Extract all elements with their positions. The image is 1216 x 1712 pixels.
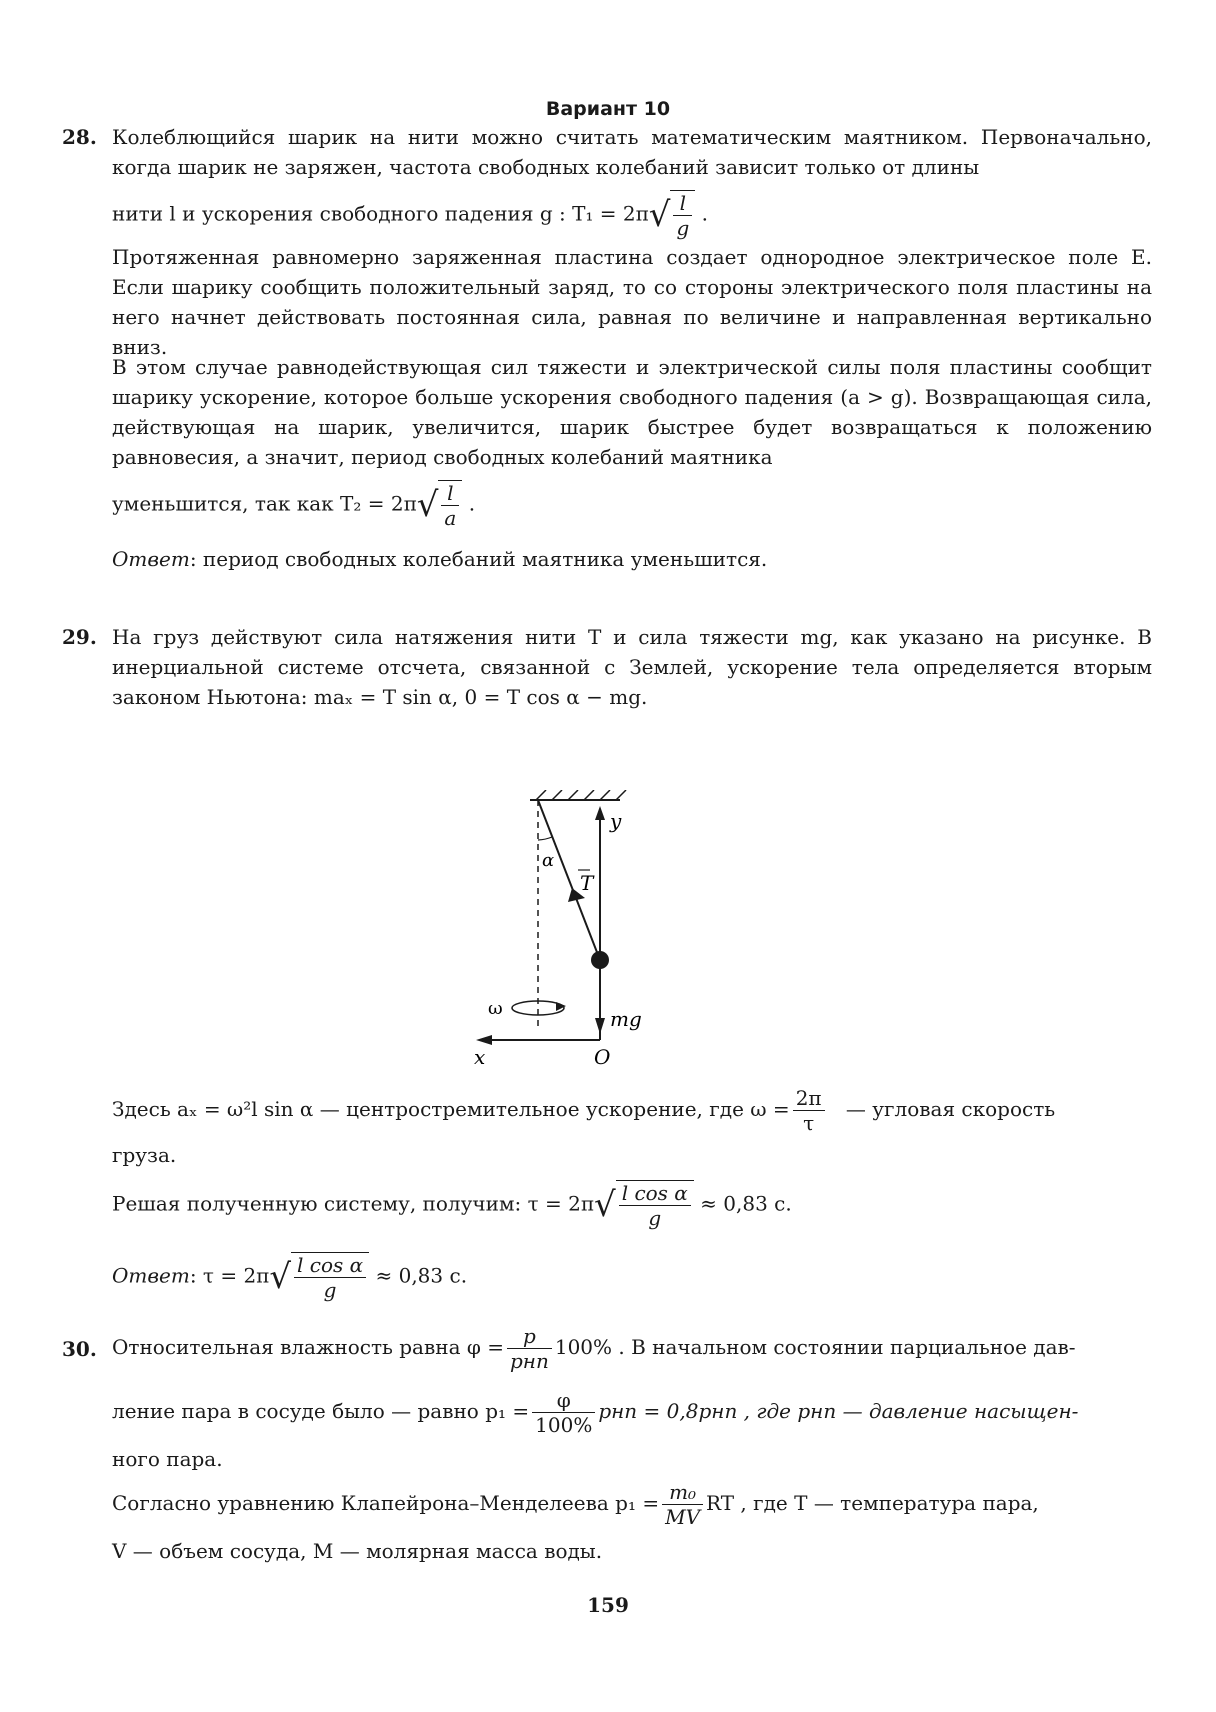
label-x: x <box>474 1045 486 1069</box>
label-omega: ω <box>488 998 503 1019</box>
frac-num: p <box>507 1324 552 1349</box>
page-number: 159 <box>587 1593 629 1617</box>
gravity-arrowhead <box>595 1018 605 1034</box>
frac-den: MV <box>665 1505 701 1529</box>
frac-num: φ <box>532 1388 595 1413</box>
frac-den: pнп <box>509 1349 549 1373</box>
frac-num: l <box>441 481 459 506</box>
label-mg: mg <box>610 1007 642 1031</box>
l2-intro: ление пара в сосуде было — равно p₁ = <box>112 1399 530 1423</box>
l1-tail: 100% . В начальном состоянии парциальное дав- <box>554 1335 1076 1359</box>
problem-30-line-5: V — объем сосуда, M — молярная масса воды. <box>112 1539 603 1563</box>
label-T: T <box>580 871 594 895</box>
problem-28-formula-2 <box>112 480 475 530</box>
formula-1-tail: . <box>701 201 708 226</box>
answer-intro: : τ = 2π <box>189 1263 270 1288</box>
frac-den: g <box>676 216 690 240</box>
ball <box>591 951 609 969</box>
problem-30-line-1 <box>112 1324 1076 1373</box>
l2-tail: pнп = 0,8pнп , где pнп — давление насыщен- <box>598 1399 1079 1423</box>
formula-1-intro: нити l и ускорения свободного падения g : T₁ = 2π <box>112 201 649 226</box>
sqrt-lcos-over-g: √ $\frac{\text{l cos α}}{g}$ <box>594 1180 694 1230</box>
problem-29-number: 29. <box>62 625 97 649</box>
problem-30-line-3: ного пара. <box>112 1447 223 1471</box>
solve-intro: Решая полученную систему, получим: τ = 2π <box>112 1191 595 1216</box>
frac-num: l <box>673 191 692 216</box>
problem-28-formula-1 <box>112 190 708 240</box>
problem-28-number: 28. <box>62 125 97 149</box>
label-alpha: α <box>542 850 555 871</box>
here-tail: — угловая скорость <box>845 1097 1056 1121</box>
answer-label: Ответ <box>112 547 190 571</box>
problem-29-here-end: груза. <box>112 1143 177 1167</box>
omega-fraction <box>793 1086 825 1135</box>
angle-arc <box>538 837 552 840</box>
problem-29-answer <box>112 1252 467 1302</box>
problem-30-line-2 <box>112 1388 1078 1437</box>
frac-num: l cos α <box>294 1253 366 1278</box>
frac-den: g <box>648 1206 662 1230</box>
l4-tail: RT , где T — температура пара, <box>706 1491 1039 1515</box>
frac-num: 2π <box>793 1086 825 1111</box>
frac-num: m₀ <box>662 1480 703 1505</box>
problem-28-text-1: Колеблющийся шарик на нити можно считать математическим маятником. Первоначально, когда шарик не заряжен, частота свободных колебаний зависит только от длины <box>112 125 1152 179</box>
phi-fraction <box>507 1324 552 1373</box>
problem-29-here <box>112 1086 1055 1135</box>
frac-den: τ <box>803 1111 815 1135</box>
solve-tail: ≈ 0,83 с. <box>700 1191 792 1216</box>
frac-den: 100% <box>535 1413 593 1437</box>
answer-label: Ответ <box>112 1263 190 1288</box>
sqrt-lcos-over-g-answer: √ $\frac{\text{l cos α}}{g}$ <box>269 1252 369 1302</box>
clapeyron-fraction <box>662 1480 703 1529</box>
rotation-arrowhead <box>556 1002 566 1011</box>
formula-2-tail: . <box>468 491 476 516</box>
variant-title: Вариант 10 <box>545 98 671 120</box>
problem-28-answer <box>112 544 767 574</box>
frac-den: a <box>444 506 457 530</box>
l1-intro: Относительная влажность равна φ = <box>112 1335 504 1359</box>
label-y: y <box>610 809 622 833</box>
problem-28-text-3: В этом случае равнодействующая сил тяжести и электрической силы поля пластины сообщит шарику ускорение, которое больше ускорения свободного падения (a > g). Возвращающая сила, действующая на шарик, увеличится, шарик быстрее будет возвращаться к положению равновесия, а значит, период свободных колебаний маятника <box>112 355 1152 469</box>
p1-fraction <box>532 1388 595 1437</box>
problem-29-text-1: На груз действуют сила натяжения нити T и сила тяжести mg, как указано на рисунке. В инерциальной системе отсчета, связанной с Землей, ускорение тела определяется вторым законом Ньютона: maₓ = T sin α, 0 = T cos α − mg. <box>112 625 1152 709</box>
answer-tail: ≈ 0,83 с. <box>375 1263 468 1288</box>
x-axis-arrowhead <box>476 1035 492 1045</box>
frac-num: l cos α <box>619 1181 691 1206</box>
l4-intro: Согласно уравнению Клапейрона–Менделеева p₁ = <box>112 1491 660 1515</box>
problem-30-line-4 <box>112 1480 1039 1529</box>
sqrt-l-over-g: √ $\frac{l}{g}$ <box>649 190 695 240</box>
here-intro: Здесь aₓ = ω²l sin α — центростремительное ускорение, где ω = <box>112 1097 790 1121</box>
sqrt-l-over-a: √ $\frac{l}{a}$ <box>417 480 463 530</box>
y-axis-arrowhead <box>595 806 605 820</box>
frac-den: g <box>323 1278 337 1302</box>
formula-2-intro: уменьшится, так как T₂ = 2π <box>112 491 417 516</box>
answer-text: : период свободных колебаний маятника уменьшится. <box>189 547 768 571</box>
problem-28-text-2: Протяженная равномерно заряженная пластина создает однородное электрическое поле E. Если шарику сообщить положительный заряд, то со стороны электрического поля пластины на него начнет действовать постоянная сила, равная по величине и направленная вертикально вниз. <box>112 245 1152 359</box>
pendulum-figure <box>470 790 710 1070</box>
problem-30-number: 30. <box>62 1337 97 1361</box>
ceiling-hatching <box>536 790 626 800</box>
label-O: O <box>594 1045 611 1069</box>
problem-29-solve <box>112 1180 792 1230</box>
